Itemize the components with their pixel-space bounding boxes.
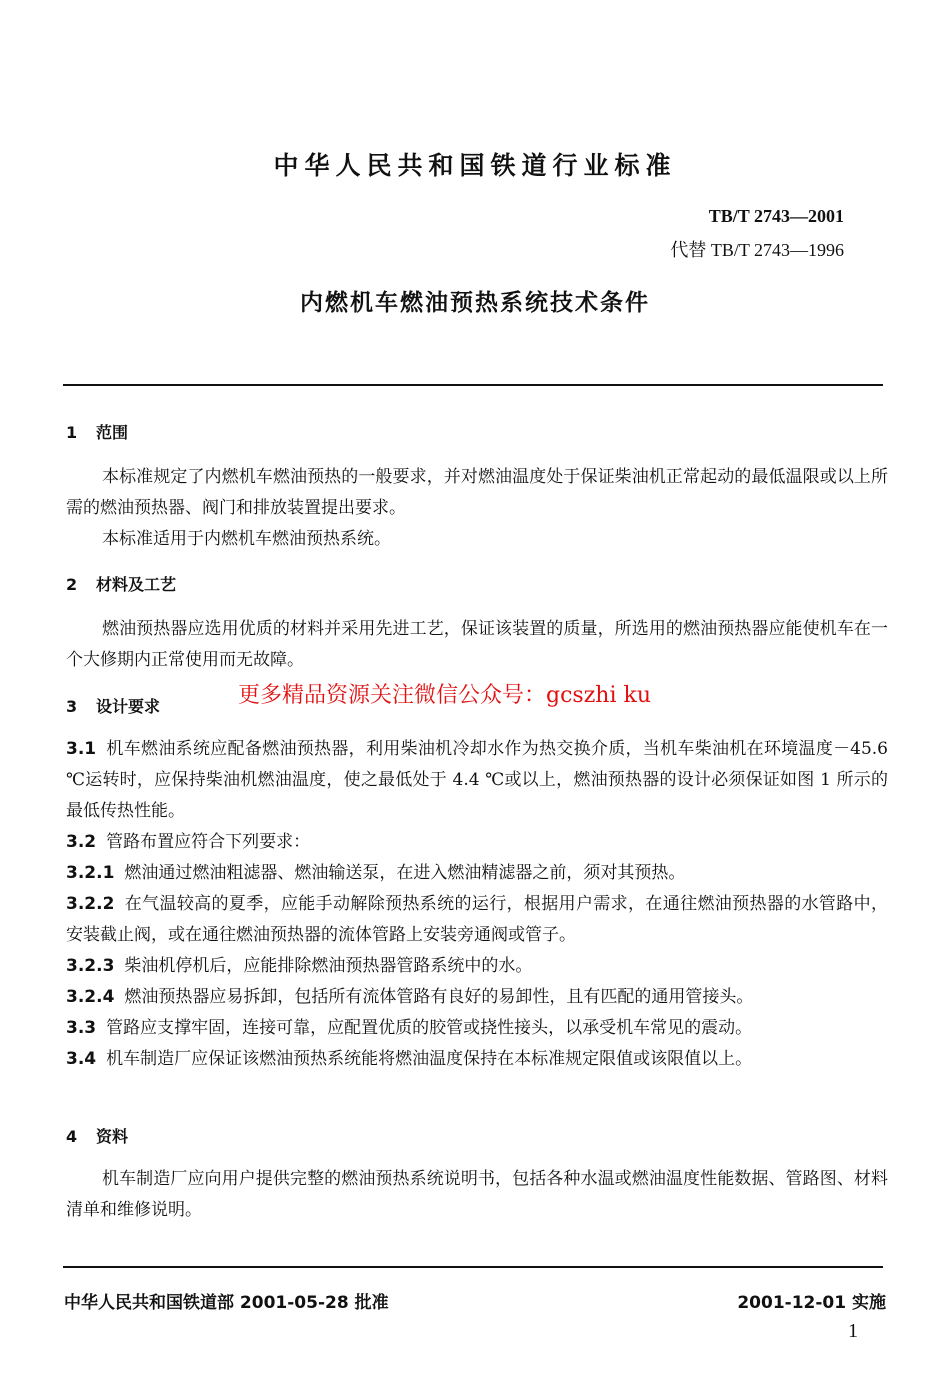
clause-text: 燃油预热器应易拆卸，包括所有流体管路有良好的易卸性，且有匹配的通用管接头。	[124, 987, 754, 1007]
issuer-title: 中华人民共和国铁道行业标准	[273, 151, 677, 180]
clause-number: 3.2.3	[66, 956, 115, 976]
section-2-paragraph-1: 燃油预热器应选用优质的材料并采用先进工艺，保证该装置的质量，所选用的燃油预热器应能使机车在一个大修期内正常使用而无故障。	[66, 619, 888, 670]
section-title: 设计要求	[96, 697, 161, 716]
section-number: 3	[66, 697, 78, 716]
section-title: 资料	[96, 1127, 129, 1146]
clause-text: 管路应支撑牢固，连接可靠，应配置优质的胶管或挠性接头，以承受机车常见的震动。	[106, 1018, 753, 1038]
clause-text: 燃油通过燃油粗滤器、燃油输送泵，在进入燃油精滤器之前，须对其预热。	[124, 863, 686, 883]
section-title: 材料及工艺	[96, 575, 177, 594]
watermark-text: 更多精品资源关注微信公众号：gcszhi ku	[238, 683, 651, 708]
clause-number: 3.2.1	[66, 863, 115, 883]
clause-3-2-1	[66, 858, 888, 889]
document-title: 内燃机车燃油预热系统技术条件	[300, 290, 650, 316]
clause-number: 3.2.4	[66, 987, 115, 1007]
section-number: 2	[66, 575, 78, 594]
clause-text: 机车燃油系统应配备燃油预热器，利用柴油机冷却水作为热交换介质，当机车柴油机在环境温度－45.6 ℃运转时，应保持柴油机燃油温度，使之最低处于 4.4 ℃或以上，燃油预热器的设计必须保证如图 1 所示的最低传热性能。	[66, 739, 888, 821]
replaces-standard: 代替 TB/T 2743—1996	[670, 240, 844, 260]
clause-number: 3.2.2	[66, 894, 115, 914]
section-4-heading	[66, 1124, 128, 1147]
section-1-paragraph-2: 本标准适用于内燃机车燃油预热系统。	[102, 529, 391, 549]
effective-date: 2001-12-01 实施	[737, 1293, 886, 1313]
clause-text: 机车制造厂应保证该燃油预热系统能将燃油温度保持在本标准规定限值或该限值以上。	[106, 1049, 753, 1069]
clause-number: 3.1	[66, 739, 97, 759]
page-number: 1	[848, 1320, 858, 1342]
clause-number: 3.2	[66, 832, 97, 852]
clause-3-2	[66, 827, 888, 858]
footer-rule	[63, 1266, 883, 1268]
section-1-paragraph-1: 本标准规定了内燃机车燃油预热的一般要求，并对燃油温度处于保证柴油机正常起动的最低温限或以上所需的燃油预热器、阀门和排放装置提出要求。	[66, 467, 888, 518]
section-number: 4	[66, 1127, 78, 1146]
standard-number: TB/T 2743—2001	[708, 206, 844, 226]
section-number: 1	[66, 423, 78, 442]
clause-text: 在气温较高的夏季，应能手动解除预热系统的运行，根据用户需求，在通往燃油预热器的水管路中，安装截止阀，或在通往燃油预热器的流体管路上安装旁通阀或管子。	[66, 894, 888, 945]
clause-3-2-2	[66, 889, 888, 951]
clause-3-1	[66, 734, 888, 827]
section-2-heading	[66, 572, 176, 595]
clause-3-4	[66, 1044, 888, 1075]
clause-3-2-4	[66, 982, 888, 1013]
section-title: 范围	[96, 423, 129, 442]
section-1-heading	[66, 420, 128, 443]
clause-3-2-3	[66, 951, 888, 982]
section-4-paragraph-1: 机车制造厂应向用户提供完整的燃油预热系统说明书，包括各种水温或燃油温度性能数据、管路图、材料清单和维修说明。	[66, 1169, 888, 1220]
section-3-heading	[66, 694, 160, 717]
clause-text: 管路布置应符合下列要求：	[106, 832, 311, 852]
approval-line: 中华人民共和国铁道部 2001-05-28 批准	[64, 1293, 389, 1313]
clause-number: 3.4	[66, 1049, 97, 1069]
clause-3-3	[66, 1013, 888, 1044]
header-rule	[63, 384, 883, 386]
clause-number: 3.3	[66, 1018, 97, 1038]
clause-text: 柴油机停机后，应能排除燃油预热器管路系统中的水。	[124, 956, 533, 976]
